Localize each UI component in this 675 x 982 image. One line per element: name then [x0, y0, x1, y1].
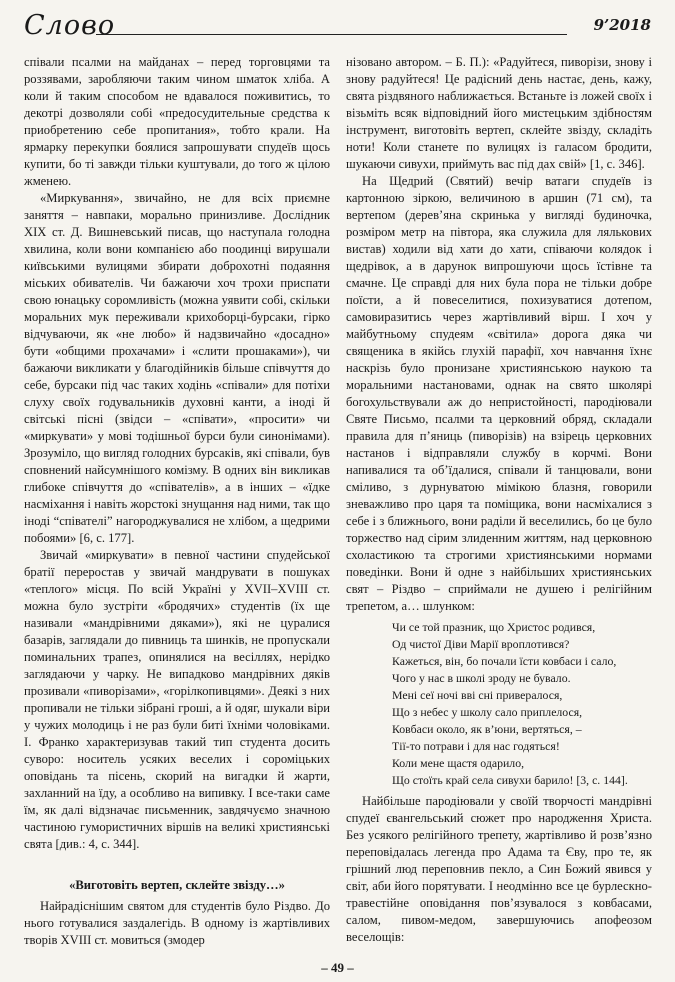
right-column [346, 54, 652, 946]
header-rule [96, 34, 567, 35]
page-header [24, 6, 651, 46]
paragraph: Найбільше пародіювали у своїй творчості мандрівні спудеї євангельський сюжет про народження Христа. Без усякого релігійного трепету, жартівливо й розв’язно переповідалась легенда про Адама та Єву, про те, як грішний люд переповнив пекло, а Син Божий явився у світ, аби його порятувати. І неодмінно все це бурлескно-травестійне оповідання пов’язувалося з ковбасами, салом, пивом-медом, завершуючись апофеозом веселощів: [346, 794, 652, 944]
poem-line: Чого у нас в школі зроду не бувало. [392, 671, 571, 685]
paragraph: Найрадіснішим святом для студентів було Різдво. До нього готувалися заздалегідь. В одному із жартівливих творів XVIII ст. мовиться (змодер [24, 899, 330, 947]
poem-line: Кажеться, він, бо почали їсти ковбаси і сало, [392, 654, 617, 668]
magazine-logo: Слово [24, 10, 116, 41]
issue-number: 9’2018 [593, 16, 651, 34]
poem-line: Чи се той празник, що Христос родився, [392, 620, 596, 634]
page-number: – 49 – [321, 960, 354, 975]
paragraph: «Миркування», звичайно, не для всіх приємне заняття – навпаки, морально принизливе. Дослідник XIX ст. Д. Вишневський писав, що наступала голодна хвилина, коли вони компанією або поодинці вирушали київськими вулицями збирати доброхотні подаяння міських обивателів. Чи бажаючи хоч трохи приспати свою юнацьку соромливість (можна уявити собі, скільки моральних мук переживали крихоборці-бурсаки, гірко відчуваючи, як «не любо» й надзвичайно «досадно» бути «общими прохачами» і «слити прошаками»), чи бажаючи викликати у благодійників більше співчуття до себе, бурсаки під час таких ходінь «співали» для потіхи слуху своїх годувальників духовні канти, а іноді й світські пісні (звідси – «співати», «просити» чи «миркувати» у мові тодішньої бурси були синонімами). Зрозуміло, що вигляд голодних бурсаків, які співали, був сповнений найсумнішого комізму. В одних він викликав глибоке співчуття до «співателів», а в інших – «їдке насміхання і навіть жорстокі знущання над ними, так що іноді “співателі” нагороджувалися не хлібом, а щедрими побоями» [6, с. 177]. [24, 191, 330, 545]
poem-line: Од чистої Діви Марії вроплотився? [392, 637, 570, 651]
article-columns [24, 54, 651, 954]
poem-line: Ковбаси около, як в’юни, вертяться, – [392, 722, 582, 736]
poem-line: Коли мене щастя одарило, [392, 756, 525, 770]
poem-block [392, 619, 652, 789]
left-column [24, 54, 330, 949]
paragraph: нізовано автором. – Б. П.): «Радуйтеся, пиворізи, знову і знову радуйтеся! Це радісний день настає, день, кажу, свята різдвяного наближається. Встаньте із ложей своїх і візьміть всяк відповідний його мистецьким здібностям інструмент, виготовіть вертеп, склейте звізду, складіть ноти! Коли станете по вулицях із галасом бродити, шукаючи сивухи, приймуть вас під дах свій» [1, с. 346]. [346, 55, 652, 171]
paragraph: Звичай «миркувати» в певної частини спудейської братії переростав у звичай мандрувати в пошуках «теплого» місця. По всій Україні у XVII–XVIII ст. можна було зустріти «бродячих» студентів (їх ще називали «мандрівними дяками»), які не цуралися базарів, заглядали до пивниць та шинків, не пропускали поминальних трапез, опинялися на весіллях, нерідко заглядаючи у чарку. Не випадково мандрівних дяків прозивали «пиворізами», «горілкопивцями». Деякі з них пропивали не тільки зібрані гроші, а й одяг, шукали віри у чужих молодиць і не раз були биті їхніми чоловіками. І. Франко характеризував такий тип студента досить суворо: носитель усяких веселих і сороміцьких оповідань та пісень, скорий на вигадки й жарти, захланний на їду, а особливо на випивку. І все-таки саме їм, як далі відзначає письменник, завдячуємо значною частиною гумористичних віршів на великі християнські свята [див.: 4, с. 344]. [24, 548, 330, 851]
poem-line: Тії-то потрави і для нас годяться! [392, 739, 560, 753]
poem-line: Що стоїть край села сивухи барило! [3, с. 144]. [392, 773, 628, 787]
paragraph: співали псалми на майданах – перед торговцями та роззявами, заробляючи таким чином шматок хліба. А коли й таким способом не вдавалося поживитись, то декотрі дозволяли собі «предосудительные средства к приобретению себе пропитания», тобто крали. На ярмарку перекупки боялися запрошувати спудеїв щось купити, бо ті завжди тільки куштували, до того ж цілою жменею. [24, 55, 330, 188]
paragraph: На Щедрий (Святий) вечір ватаги спудеїв із картонною зіркою, величиною в аршин (71 см), та вертепом (дерев’яна скринька у вигляді будиночка, розміром метр на півтора, яка служила для лялькових вистав) ходили від хати до хати, співаючи колядок і щедрівок, а в дарунок випрошуючи щось їстівне та смачне. Це справді для них була пора не тільки добре поїсти, а й повеселитися, похизуватися дотепом, самовиразитись через жартівливий вірш. І хоч у майбутньому спудеям «світила» дорога дяка чи священика в якійсь глухій парафії, хоч навчання їхнє наскрізь було пронизане християнською наукою та моральними настановами, однак на свято школярі богохульствували аж до непристойності, пародіювали Святе Письмо, псалми та церковний обряд, складали правила для п’яниць (пиворізів) на взірець церковних настанов і відправляли службу в корчмі. Вони напивалися та об’їдалися, співали й танцювали, вони сміливо, з дурнуватою мімікою блазня, говорили зневажливо про царя та поміщика, вони насміхалися з себе і з ближнього, вони раділи й веселились, бо це було торжество над сірим злиденним життям, над церковною схоластикою та строгими християнськими нормами поведінки. Вони й одне з найбільших християнських свят – Різдво – сприймали не душею і релігійним трепетом, а… шлунком: [346, 174, 652, 613]
section-heading: «Виготовіть вертеп, склейте звізду…» [69, 878, 285, 892]
poem-line: Що з небес у школу сало приплелося, [392, 705, 583, 719]
poem-line: Мені сеї ночі вві сні привералося, [392, 688, 563, 702]
